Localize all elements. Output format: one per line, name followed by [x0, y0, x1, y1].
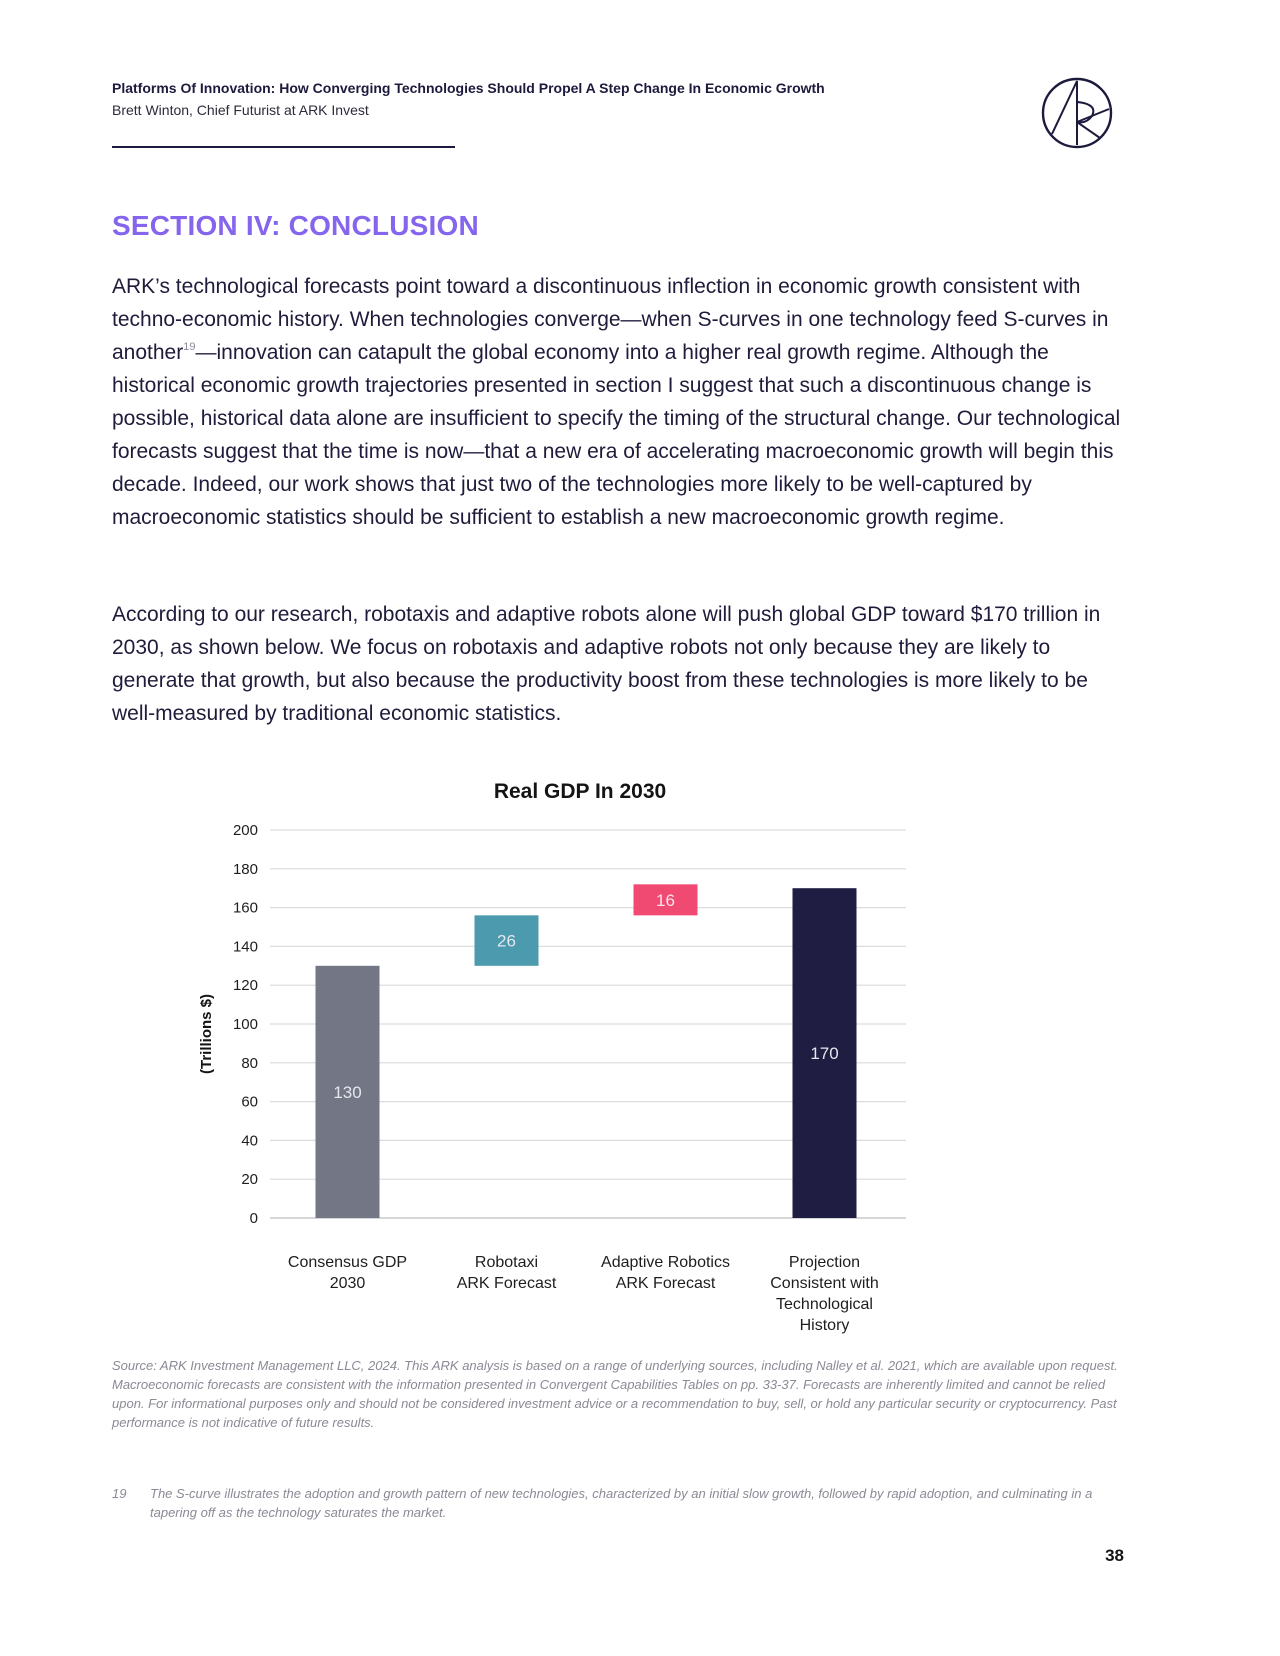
y-tick-label: 160: [232, 899, 258, 917]
paragraph-text: —innovation can catapult the global economy into a higher real growth regime. Although the historical economic growth trajectories presented in section I suggest that such a discontinuous change is possible, historical data alone are insufficient to specify the timing of the structural change. Our technological forecasts suggest that the time is now—that a new era of accelerating macroeconomic growth will begin this decade. Indeed, our work shows that just two of the technologies more likely to be well-captured by macroeconomic statistics should be sufficient to establish a new macroeconomic growth regime.: [112, 341, 1121, 529]
body-paragraph-2: According to our research, robotaxis and adaptive robots alone will push global GDP toward $170 trillion in 2030, as shown below. We focus on robotaxis and adaptive robots not only because they are likely to generate that growth, but also because the productivity boost from these technologies is more likely to be well-measured by traditional economic statistics.: [112, 603, 1101, 725]
gdp-waterfall-chart: [190, 772, 970, 1342]
bar-value-label: 170: [810, 1044, 839, 1064]
source-note: Source: ARK Investment Management LLC, 2024. This ARK analysis is based on a range of underlying sources, including Nalley et al. 2021, which are available upon request. Macroeconomic forecasts are consistent with the information presented in Convergent Capabilities Tables on pp. 33-37. Forecasts are inherently limited and cannot be relied upon. For informational purposes only and should not be considered investment advice or a recommendation to buy, sell, or hold any particular security or cryptocurrency. Past performance is not indicative of future results.: [112, 1358, 1118, 1430]
y-tick-label: 200: [232, 822, 258, 839]
paragraph-text: ARK’s technological forecasts point toward a discontinuous inflection in economic growth consistent with techno-economic history. When technologies converge—when S-curves in one technology feed S-curves in another: [112, 275, 1109, 364]
y-tick-label: 40: [241, 1132, 258, 1150]
header-divider: [112, 146, 455, 148]
x-tick-label: Consensus GDP 2030: [287, 1254, 408, 1292]
x-tick-label: Adaptive Robotics ARK Forecast: [601, 1254, 730, 1292]
page-header: [112, 80, 872, 118]
y-tick-label: 120: [232, 977, 258, 995]
y-tick-label: 20: [241, 1171, 258, 1189]
footnote-reference: 19: [183, 341, 196, 353]
document-author: Brett Winton, Chief Futurist at ARK Invest: [112, 102, 369, 118]
section-heading: SECTION IV: CONCLUSION: [112, 210, 479, 241]
y-axis-label: (Trillions $): [198, 993, 215, 1074]
document-title: Platforms Of Innovation: How Converging Technologies Should Propel A Step Change In Economic Growth: [112, 80, 825, 96]
body-paragraph-1: [112, 270, 1122, 534]
ark-logo-icon: [1040, 76, 1114, 150]
y-tick-label: 0: [249, 1210, 258, 1227]
chart-title: Real GDP In 2030: [493, 780, 667, 803]
y-tick-label: 100: [232, 1016, 258, 1033]
x-tick-label: Robotaxi ARK Forecast: [456, 1254, 557, 1292]
bar-value-label: 26: [497, 931, 516, 951]
footnote-number: 19: [112, 1486, 127, 1501]
x-tick-label: Projection Consistent with Technological History: [770, 1254, 879, 1334]
page-number: 38: [1105, 1546, 1124, 1565]
bar-value-label: 130: [333, 1082, 362, 1102]
y-tick-label: 60: [241, 1093, 258, 1111]
y-tick-label: 80: [241, 1054, 258, 1072]
y-tick-label: 140: [232, 938, 258, 956]
y-tick-label: 180: [232, 860, 258, 878]
footnote-text: The S-curve illustrates the adoption and growth pattern of new technologies, characterized by an initial slow growth, followed by rapid adoption, and culminating in a tapering off as the technology saturates the market.: [150, 1486, 1093, 1520]
bar-value-label: 16: [656, 890, 675, 910]
